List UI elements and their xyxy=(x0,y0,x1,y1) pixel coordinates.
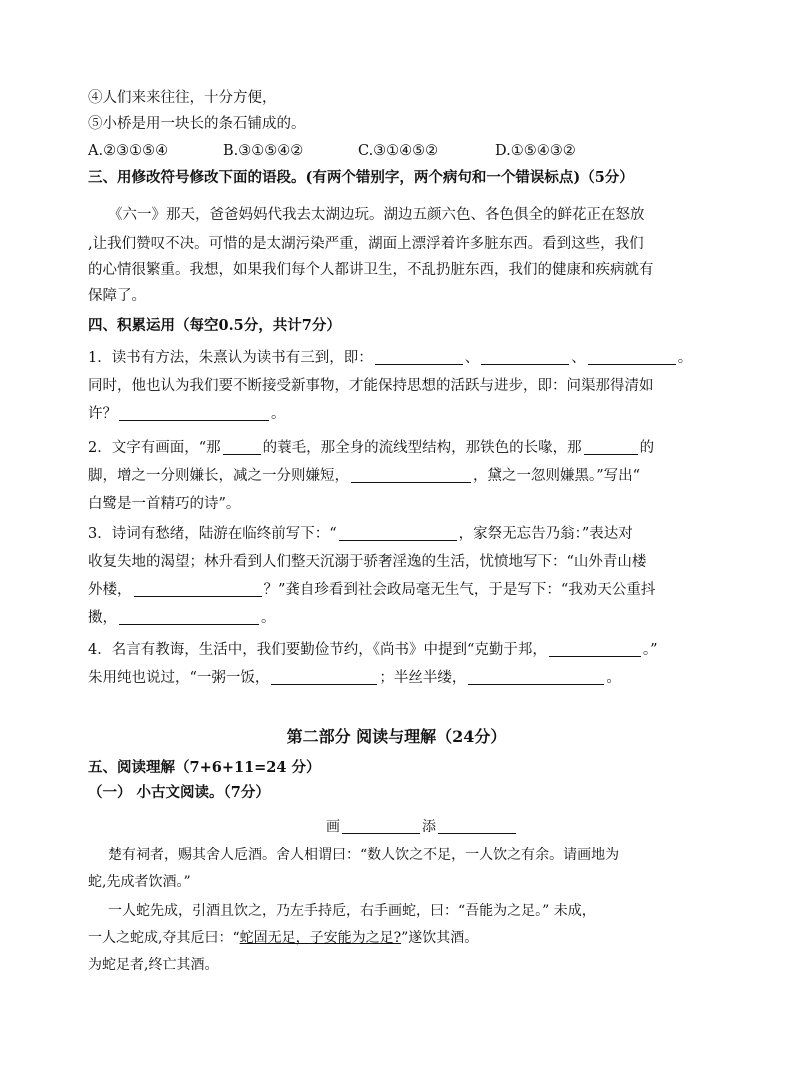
answer-blank[interactable] xyxy=(481,348,569,365)
q4-p3-text: 擞， xyxy=(88,610,117,626)
q4-p1-line-2: 同时，他也认为我们要不断接受新事物，才能保持思想的活跃与进步，即：问渠那得清如 xyxy=(88,378,654,394)
q2-options xyxy=(88,139,708,163)
q4-p2-text: 2．文字有画面，“那 xyxy=(88,440,221,456)
option-d: D.①⑤④③② xyxy=(495,143,576,159)
option-c: C.③①④⑤② xyxy=(358,143,439,159)
story-line-3: 一人蛇先成，引酒且饮之，乃左手持卮，右手画蛇，曰：“吾能为之足。” 未成， xyxy=(108,903,596,919)
answer-blank[interactable] xyxy=(339,524,457,541)
story-line-1: 楚有祠者，赐其舍人卮酒。舍人相谓曰：“数人饮之不足，一人饮之有余。请画地为 xyxy=(108,847,620,863)
q4-p1-text: 许？ xyxy=(88,406,117,422)
sub-section-heading: （一） 小古文阅读。（7分） xyxy=(88,784,270,801)
separator: 、 xyxy=(464,350,480,366)
q4-p3-line-3 xyxy=(88,578,708,602)
q4-p4-text: 朱用纯也说过，“一粥一饭， xyxy=(88,670,270,686)
option-a: A.②③①⑤④ xyxy=(88,143,169,159)
answer-blank[interactable] xyxy=(134,580,262,597)
answer-blank[interactable] xyxy=(271,668,377,685)
q4-p4-text: 4．名言有教诲，生活中，我们要勤俭节约，《尚书》中提到“克勤于邦， xyxy=(88,642,547,658)
answer-blank[interactable] xyxy=(119,608,259,625)
answer-blank[interactable] xyxy=(223,438,261,455)
q4-p2-text: 脚，增之一分则嫌长，减之一分则嫌短， xyxy=(88,468,349,484)
answer-blank[interactable] xyxy=(588,348,676,365)
q4-p3-line-4 xyxy=(88,606,708,630)
q4-p2-line-1 xyxy=(88,436,708,460)
answer-blank[interactable] xyxy=(549,640,641,657)
q4-p3-text: 外楼， xyxy=(88,582,132,598)
story-line-2: 蛇,先成者饮酒。” xyxy=(88,874,191,890)
q4-p4-line-2 xyxy=(88,666,708,690)
punctuation: 。” xyxy=(642,642,658,658)
story-text: ”遂饮其酒。 xyxy=(401,930,479,946)
answer-blank[interactable] xyxy=(584,438,638,455)
q4-p2-line-3: 白鹭是一首精巧的诗”。 xyxy=(88,496,241,512)
punctuation: 。 xyxy=(271,406,286,422)
q4-p3-text: ？”龚自珍看到社会政局毫无生气，于是写下：“我劝天公重抖 xyxy=(263,582,656,598)
story-line-4 xyxy=(88,926,708,950)
q3-line-2: ,让我们赞叹不决。可惜的是太湖污染严重，湖面上漂浮着许多脏东西。看到这些，我们 xyxy=(88,236,644,252)
q4-heading: 四、积累运用（每空0.5分，共计7分） xyxy=(88,317,341,334)
answer-blank[interactable] xyxy=(438,817,516,834)
q4-p3-line-2: 收复失地的渴望；林升看到人们整天沉溺于骄奢淫逸的生活，忧愤地写下：“山外青山楼 xyxy=(88,554,647,570)
q5-heading: 五、阅读理解（7+6+11=24 分） xyxy=(88,759,321,776)
q4-p2-text: 的蓑毛，那全身的流线型结构，那铁色的长喙，那 xyxy=(262,440,582,456)
q3-heading: 三、用修改符号修改下面的语段。(有两个错别字，两个病句和一个错误标点)（5分） xyxy=(88,169,634,186)
q2-item-5: ⑤小桥是用一块长的条石铺成的。 xyxy=(88,116,306,132)
story-title-char: 添 xyxy=(422,819,436,835)
q4-p1-line-1 xyxy=(88,346,708,370)
part-two-title: 第二部分 阅读与理解（24分） xyxy=(286,727,507,746)
q4-p4-line-1 xyxy=(88,638,708,662)
q3-line-4: 保障了。 xyxy=(88,288,146,304)
story-line-5: 为蛇足者,终亡其酒。 xyxy=(88,957,219,973)
q4-p2-line-2 xyxy=(88,464,708,488)
punctuation: 。 xyxy=(261,610,276,626)
q2-item-4: ④人们来来往往，十分方便， xyxy=(88,90,277,106)
punctuation: 。 xyxy=(606,670,621,686)
answer-blank[interactable] xyxy=(119,404,269,421)
q4-p4-text: ；半丝半缕， xyxy=(379,670,467,686)
q3-line-1: 《六一》那天，爸爸妈妈代我去太湖边玩。湖边五颜六色、各色俱全的鲜花正在怒放 xyxy=(108,207,645,223)
answer-blank[interactable] xyxy=(351,466,471,483)
q4-p3-text: 3．诗词有愁绪，陆游在临终前写下：“ xyxy=(88,526,337,542)
q3-line-3: 的心情很繁重。我想，如果我们每个人都讲卫生，不乱扔脏东西，我们的健康和疾病就有 xyxy=(88,262,654,278)
punctuation: 。 xyxy=(677,350,693,366)
q4-p3-text: ，家祭无忘告乃翁：”表达对 xyxy=(458,526,633,542)
story-text: 一人之蛇成,夺其卮曰：“ xyxy=(88,930,240,946)
q4-p2-text: ，黛之一忽则嫌黑。”写出“ xyxy=(473,468,641,484)
story-title-char: 画 xyxy=(326,819,340,835)
q4-p1-line-3 xyxy=(88,402,708,426)
separator: 、 xyxy=(571,350,586,366)
q4-p1-text: 1．读书有方法，朱熹认为读书有三到，即： xyxy=(88,350,373,366)
q4-p2-text: 的 xyxy=(639,440,655,456)
underlined-sentence: 蛇固无足，子安能为之足? xyxy=(239,930,402,946)
q4-p3-line-1 xyxy=(88,522,708,546)
story-title xyxy=(326,815,546,839)
answer-blank[interactable] xyxy=(375,348,463,365)
answer-blank[interactable] xyxy=(468,668,604,685)
answer-blank[interactable] xyxy=(342,817,420,834)
option-b: B.③①⑤④② xyxy=(223,143,304,159)
